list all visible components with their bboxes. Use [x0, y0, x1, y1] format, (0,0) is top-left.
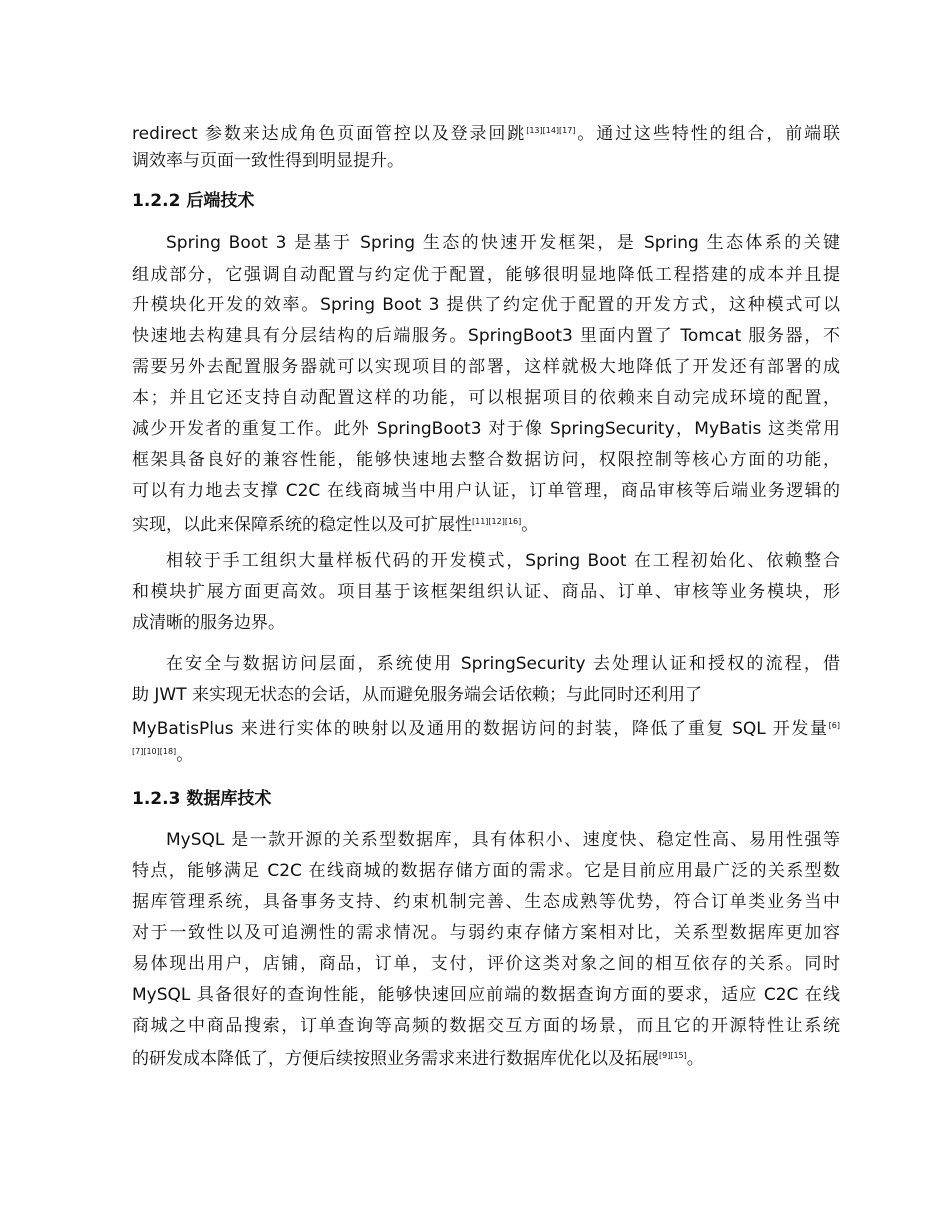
citation: [7][10][18] — [132, 747, 177, 756]
paragraph-line: 需要另外去配置服务器就可以实现项目的部署，这样就极大地降低了开发还有部署的成 — [132, 357, 840, 377]
line-text: 。 — [521, 515, 539, 535]
line-text: 实现，以此来保障系统的稳定性以及可扩展性 — [132, 515, 472, 535]
paragraph-line: 助 JWT 来实现无状态的会话，从而避免服务端会话依赖；与此同时还利用了 — [132, 685, 703, 705]
line-text: 的研发成本降低了，方便后续按照业务需求来进行数据库优化以及拓展 — [132, 1049, 659, 1069]
paragraph-line: 减少开发者的重复工作。此外 SpringBoot3 对于像 SpringSecurity，MyBatis 这类常用 — [132, 419, 840, 439]
paragraph-line: MySQL 是一款开源的关系型数据库，具有体积小、速度快、稳定性高、易用性强等 — [166, 830, 840, 850]
paragraph-line: 调效率与页面一致性得到明显提升。 — [132, 151, 404, 171]
paragraph-line: 易体现出用户，店铺，商品，订单，支付，评价这类对象之间的相互依存的关系。同时 — [132, 954, 840, 974]
paragraph-line: MySQL 具备很好的查询性能，能够快速回应前端的数据查询方面的要求，适应 C2C 在线 — [132, 985, 840, 1005]
paragraph-line: 升模块化开发的效率。Spring Boot 3 提供了约定优于配置的开发方式，这种模式可以 — [132, 295, 841, 315]
paragraph-line: 相较于手工组织大量样板代码的开发模式，Spring Boot 在工程初始化、依赖整合 — [166, 551, 840, 571]
paragraph-line — [132, 1046, 840, 1069]
paragraph-line: 和模块扩展方面更高效。项目基于该框架组织认证、商品、订单、审核等业务模块，形 — [132, 582, 840, 602]
line-text: 。 — [686, 1049, 704, 1069]
paragraph-line: 可以有力地去支撑 C2C 在线商城当中用户认证，订单管理，商品审核等后端业务逻辑的 — [132, 481, 840, 501]
paragraph-line: 框架具备良好的兼容性能，能够快速地去整合数据访问，权限控制等核心方面的功能， — [132, 450, 840, 470]
paragraph-line: 快速地去构建具有分层结构的后端服务。SpringBoot3 里面内置了 Tomcat 服务器，不 — [132, 326, 840, 346]
paragraph-line: 商城之中商品搜索，订单查询等高频的数据交互方面的场景，而且它的开源特性让系统 — [132, 1016, 840, 1036]
paragraph-line: Spring Boot 3 是基于 Spring 生态的快速开发框架，是 Spring 生态体系的关键 — [166, 233, 840, 253]
paragraph-line: 特点，能够满足 C2C 在线商城的数据存储方面的需求。它是目前应用最广泛的关系型数 — [132, 861, 840, 881]
line-text: 。 — [176, 745, 194, 765]
line-text: redirect 参数来达成角色页面管控以及登录回跳 — [132, 124, 527, 144]
paragraph-line: 在安全与数据访问层面，系统使用 SpringSecurity 去处理认证和授权的流程，借 — [166, 654, 840, 674]
citation: [6] — [828, 721, 840, 730]
paragraph-line: 组成部分，它强调自动配置与约定优于配置，能够很明显地降低工程搭建的成本并且提 — [132, 265, 840, 285]
citation: [9][15] — [659, 1051, 687, 1060]
citation: [13][14][17] — [526, 126, 576, 135]
paragraph-line — [132, 512, 840, 535]
section-heading: 1.2.3 数据库技术 — [132, 789, 272, 809]
section-heading: 1.2.2 后端技术 — [132, 191, 255, 211]
citation: [11][12][16] — [472, 517, 522, 526]
paragraph-line: 据库管理系统，具备事务支持、约束机制完善、生态成熟等优势，符合订单类业务当中 — [132, 892, 840, 912]
paragraph-line — [132, 716, 840, 739]
paragraph-line — [132, 121, 840, 144]
paragraph-line: 对于一致性以及可追溯性的需求情况。与弱约束存储方案相对比，关系型数据库更加容 — [132, 923, 840, 943]
paragraph-line: 成清晰的服务边界。 — [132, 613, 285, 633]
line-text: 。通过这些特性的组合，前端联 — [575, 124, 840, 144]
line-text: MyBatisPlus 来进行实体的映射以及通用的数据访问的封装，降低了重复 SQL 开发量 — [132, 719, 829, 739]
paragraph-line — [132, 742, 840, 765]
paragraph-line: 本；并且它还支持自动配置这样的功能，可以根据项目的依赖来自动完成环境的配置， — [132, 388, 840, 408]
